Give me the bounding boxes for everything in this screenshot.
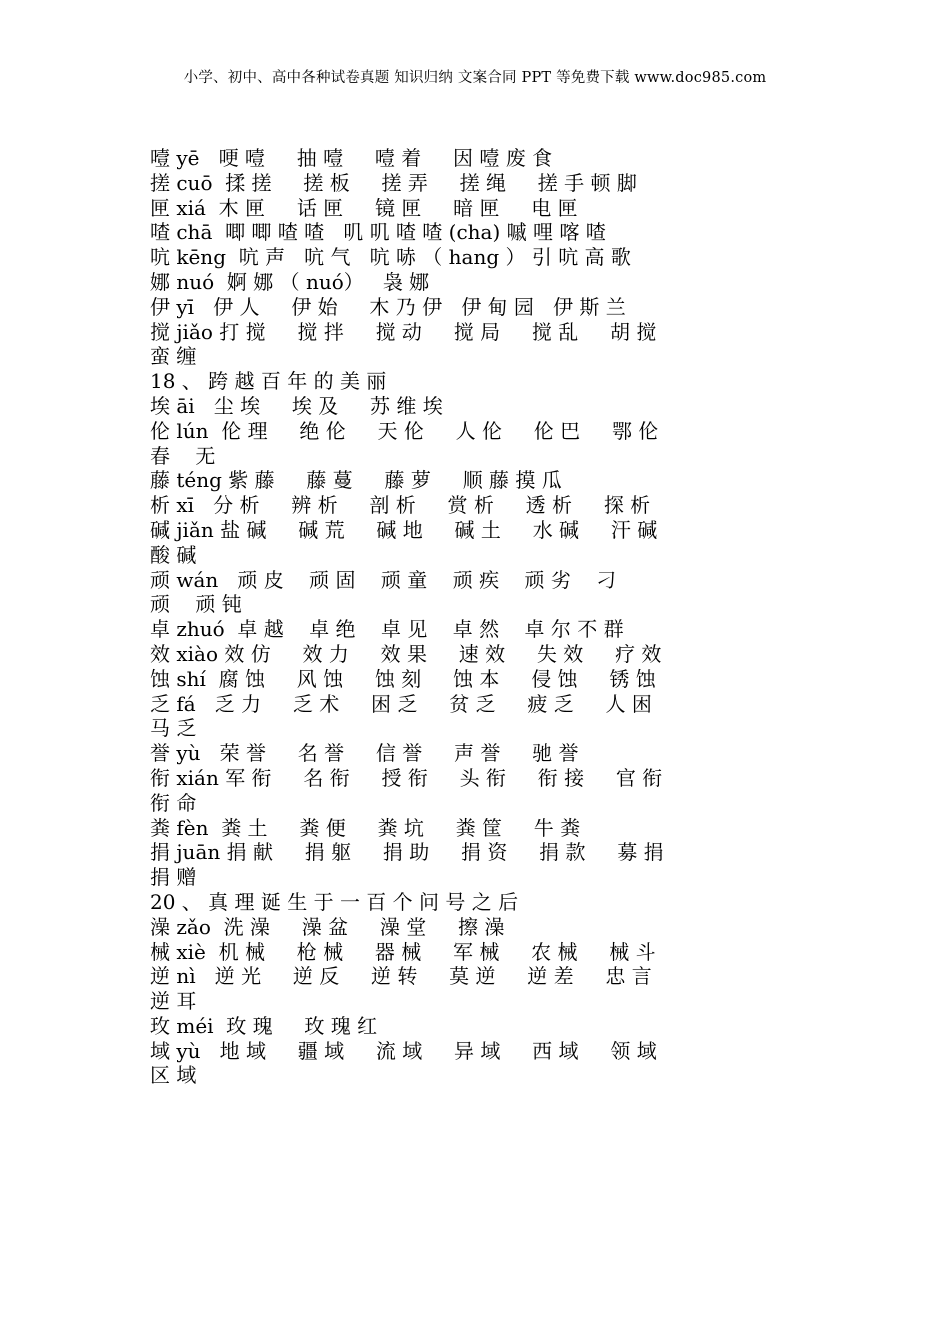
vocab-line: 顽 wán 顽 皮 顽 固 顽 童 顽 疾 顽 劣 刁 [150,567,617,592]
vocab-line: 逆 耳 [150,989,197,1014]
vocab-line: 藤 téng 紫 藤 藤 蔓 藤 萝 顺 藤 摸 瓜 [150,468,562,493]
page-header: 小学、初中、高中各种试卷真题 知识归纳 文案合同 PPT 等免费下载 www.doc985.com [183,70,767,86]
vocab-line: 蚀 shí 腐 蚀 风 蚀 蚀 刻 蚀 本 侵 蚀 锈 蚀 [150,666,656,691]
vocab-line: 马 乏 [150,716,197,741]
vocab-line: 效 xiào 效 仿 效 力 效 果 速 效 失 效 疗 效 [150,641,662,666]
vocab-line: 20 、 真 理 诞 生 于 一 百 个 问 号 之 后 [150,889,519,914]
vocab-line: 匣 xiá 木 匣 话 匣 镜 匣 暗 匣 电 匣 [150,195,578,220]
vocab-line: 捐 juān 捐 献 捐 躯 捐 助 捐 资 捐 款 募 捐 [150,840,664,865]
vocab-line: 乏 fá 乏 力 乏 术 困 乏 贫 乏 疲 乏 人 困 [150,691,652,716]
vocab-line: 逆 nì 逆 光 逆 反 逆 转 莫 逆 逆 差 忠 言 [150,964,652,989]
vocab-line: 喳 chā 唧 唧 喳 喳 叽 叽 喳 喳 (cha) 嘁 哩 喀 喳 [150,220,606,245]
vocab-line: 誉 yù 荣 誉 名 誉 信 誉 声 誉 驰 誉 [150,741,579,766]
vocab-line: 域 yù 地 域 疆 域 流 域 异 域 西 域 领 域 [150,1038,657,1063]
vocab-line: 捐 赠 [150,865,197,890]
vocab-line: 伦 lún 伦 理 绝 伦 天 伦 人 伦 伦 巴 鄂 伦 [150,418,659,443]
vocab-line: 蛮 缠 [150,344,197,369]
vocab-line: 衔 xián 军 衔 名 衔 授 衔 头 衔 衔 接 官 衔 [150,765,663,790]
vocab-line: 区 域 [150,1063,197,1088]
vocab-line: 卓 zhuó 卓 越 卓 绝 卓 见 卓 然 卓 尔 不 群 [150,617,624,642]
vocab-line: 顽 顽 钝 [150,592,242,617]
vocab-line: 春 无 [150,443,216,468]
vocab-line: 衔 命 [150,790,197,815]
vocab-line: 粪 fèn 粪 土 粪 便 粪 坑 粪 筐 牛 粪 [150,815,581,840]
vocab-line: 18 、 跨 越 百 年 的 美 丽 [150,369,387,394]
vocab-line: 澡 zǎo 洗 澡 澡 盆 澡 堂 擦 澡 [150,914,505,939]
vocab-line: 酸 碱 [150,542,197,567]
vocab-line: 埃 āi 尘 埃 埃 及 苏 维 埃 [150,393,443,418]
vocab-line: 吭 kēng 吭 声 吭 气 吭 哧 （ hang ） 引 吭 高 歌 [150,245,631,270]
vocab-line: 玫 méi 玫 瑰 玫 瑰 红 [150,1013,378,1038]
vocab-line: 噎 yē 哽 噎 抽 噎 噎 着 因 噎 废 食 [150,146,553,170]
vocab-line: 碱 jiǎn 盐 碱 碱 荒 碱 地 碱 土 水 碱 汗 碱 [150,517,658,542]
vocab-line: 械 xiè 机 械 枪 械 器 械 军 械 农 械 械 斗 [150,939,656,964]
vocab-line: 娜 nuó 婀 娜 （ nuó） 袅 娜 [150,269,430,294]
vocabulary-list [150,146,795,1088]
vocab-line: 伊 yī 伊 人 伊 始 木 乃 伊 伊 甸 园 伊 斯 兰 [150,294,626,319]
vocab-line: 搅 jiǎo 打 搅 搅 拌 搅 动 搅 局 搅 乱 胡 搅 [150,319,657,344]
vocab-line: 搓 cuō 揉 搓 搓 板 搓 弄 搓 绳 搓 手 顿 脚 [150,170,637,195]
vocab-line: 析 xī 分 析 辨 析 剖 析 赏 析 透 析 探 析 [150,493,651,518]
